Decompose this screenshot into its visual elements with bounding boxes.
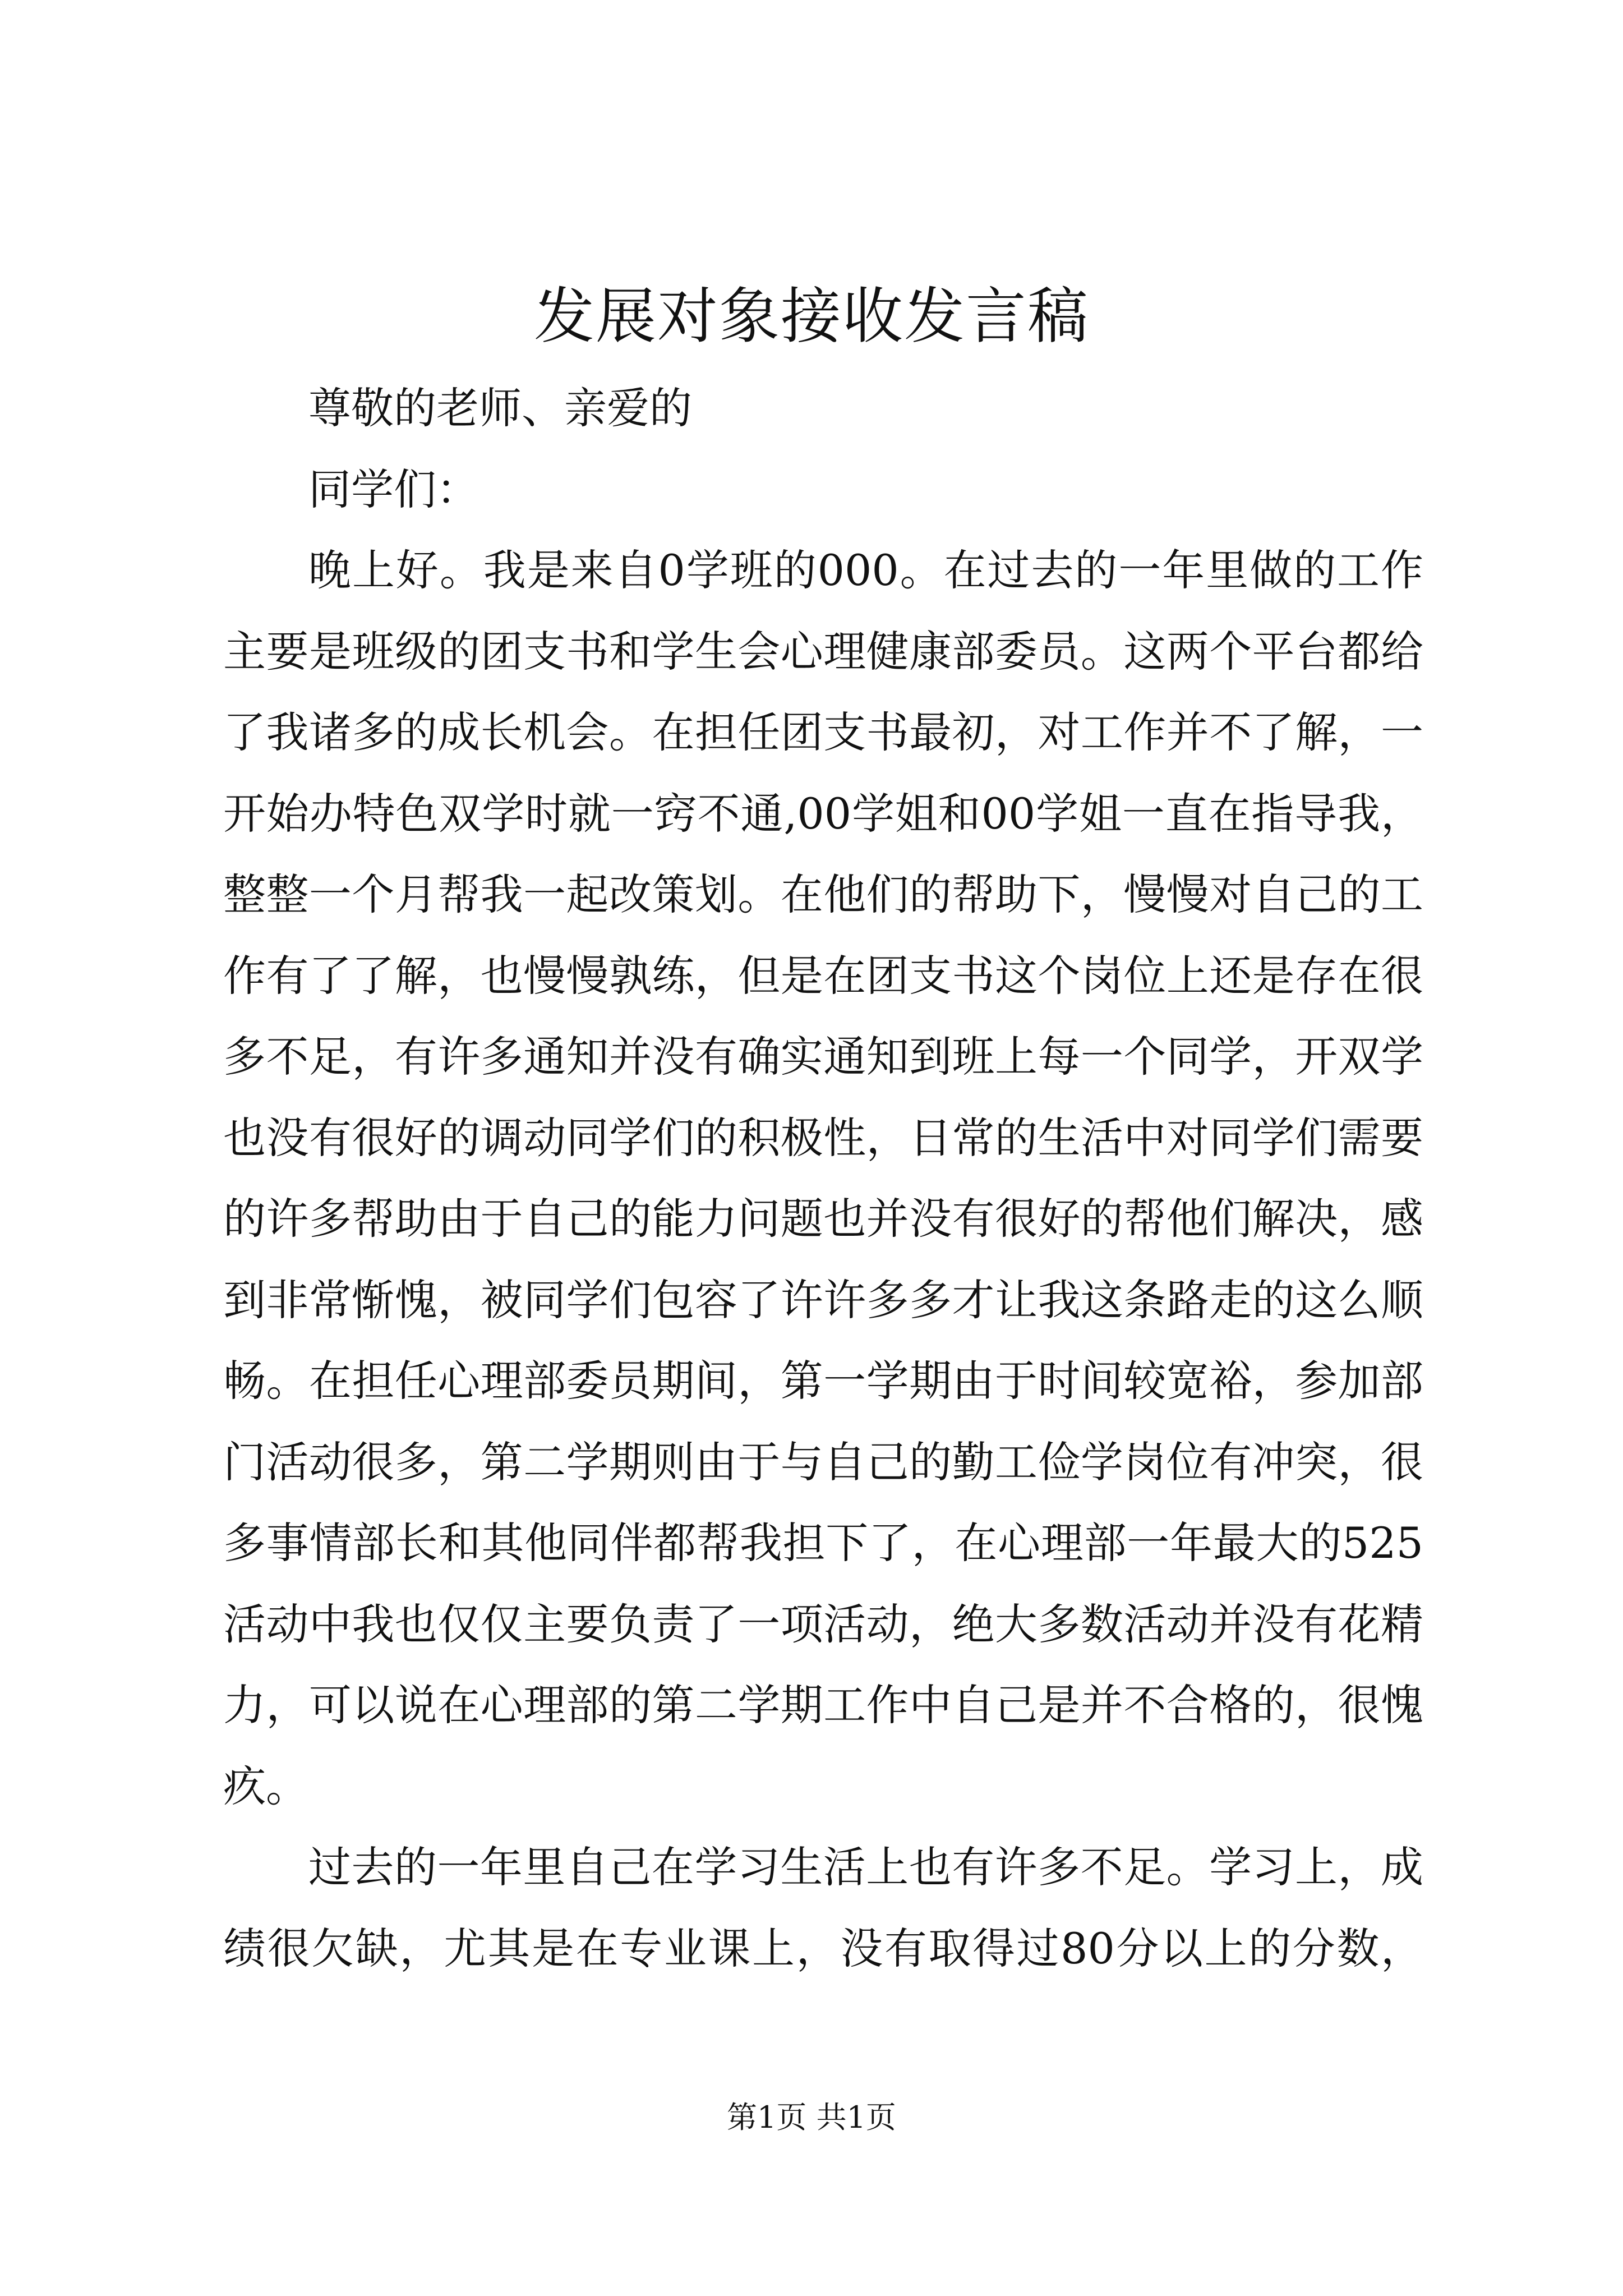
text-line: 了我诸多的成长机会。在担任团支书最初，对工作并不了解，一 bbox=[223, 707, 1423, 757]
document-title: 发展对象接收发言稿 bbox=[533, 282, 1089, 352]
text-line: 门活动很多，第二学期则由于与自己的勤工俭学岗位有冲突，很 bbox=[223, 1437, 1423, 1487]
text-line: 晚上好。我是来自0学班的000。在过去的一年里做的工作 bbox=[308, 545, 1423, 595]
document-body bbox=[223, 381, 1423, 2003]
text-line: 过去的一年里自己在学习生活上也有许多不足。学习上，成 bbox=[308, 1842, 1423, 1892]
text-line: 主要是班级的团支书和学生会心理健康部委员。这两个平台都给 bbox=[223, 626, 1423, 677]
text-line: 力，可以说在心理部的第二学期工作中自己是并不合格的，很愧 bbox=[223, 1680, 1423, 1730]
greeting-line: 同学们： bbox=[308, 464, 479, 514]
greeting-line: 尊敬的老师、亲爱的 bbox=[308, 383, 692, 433]
text-line: 开始办特色双学时就一窍不通,00学姐和00学姐一直在指导我， bbox=[223, 788, 1423, 839]
paragraph bbox=[223, 1841, 1423, 1976]
text-line: 畅。在担任心理部委员期间，第一学期由于时间较宽裕，参加部 bbox=[223, 1356, 1423, 1406]
text-line: 的许多帮助由于自己的能力问题也并没有很好的帮他们解决，感 bbox=[223, 1194, 1423, 1244]
text-line: 多不足，有许多通知并没有确实通知到班上每一个同学，开双学 bbox=[223, 1032, 1423, 1082]
text-line: 多事情部长和其他同伴都帮我担下了，在心理部一年最大的525 bbox=[223, 1518, 1423, 1568]
text-line: 到非常惭愧，被同学们包容了许许多多才让我这条路走的这么顺 bbox=[223, 1274, 1423, 1325]
paragraph bbox=[223, 544, 1423, 1814]
page-footer: 第1页 共1页 bbox=[727, 2100, 896, 2135]
text-line: 活动中我也仅仅主要负责了一项活动，绝大多数活动并没有花精 bbox=[223, 1599, 1423, 1649]
text-line: 也没有很好的调动同学们的积极性，日常的生活中对同学们需要 bbox=[223, 1112, 1423, 1163]
text-line: 作有了了解，也慢慢孰练，但是在团支书这个岗位上还是存在很 bbox=[223, 950, 1423, 1001]
text-line: 绩很欠缺，尤其是在专业课上，没有取得过80分以上的分数， bbox=[223, 1923, 1423, 1973]
text-line: 疚。 bbox=[223, 1761, 308, 1811]
text-line: 整整一个月帮我一起改策划。在他们的帮助下，慢慢对自己的工 bbox=[223, 869, 1423, 919]
